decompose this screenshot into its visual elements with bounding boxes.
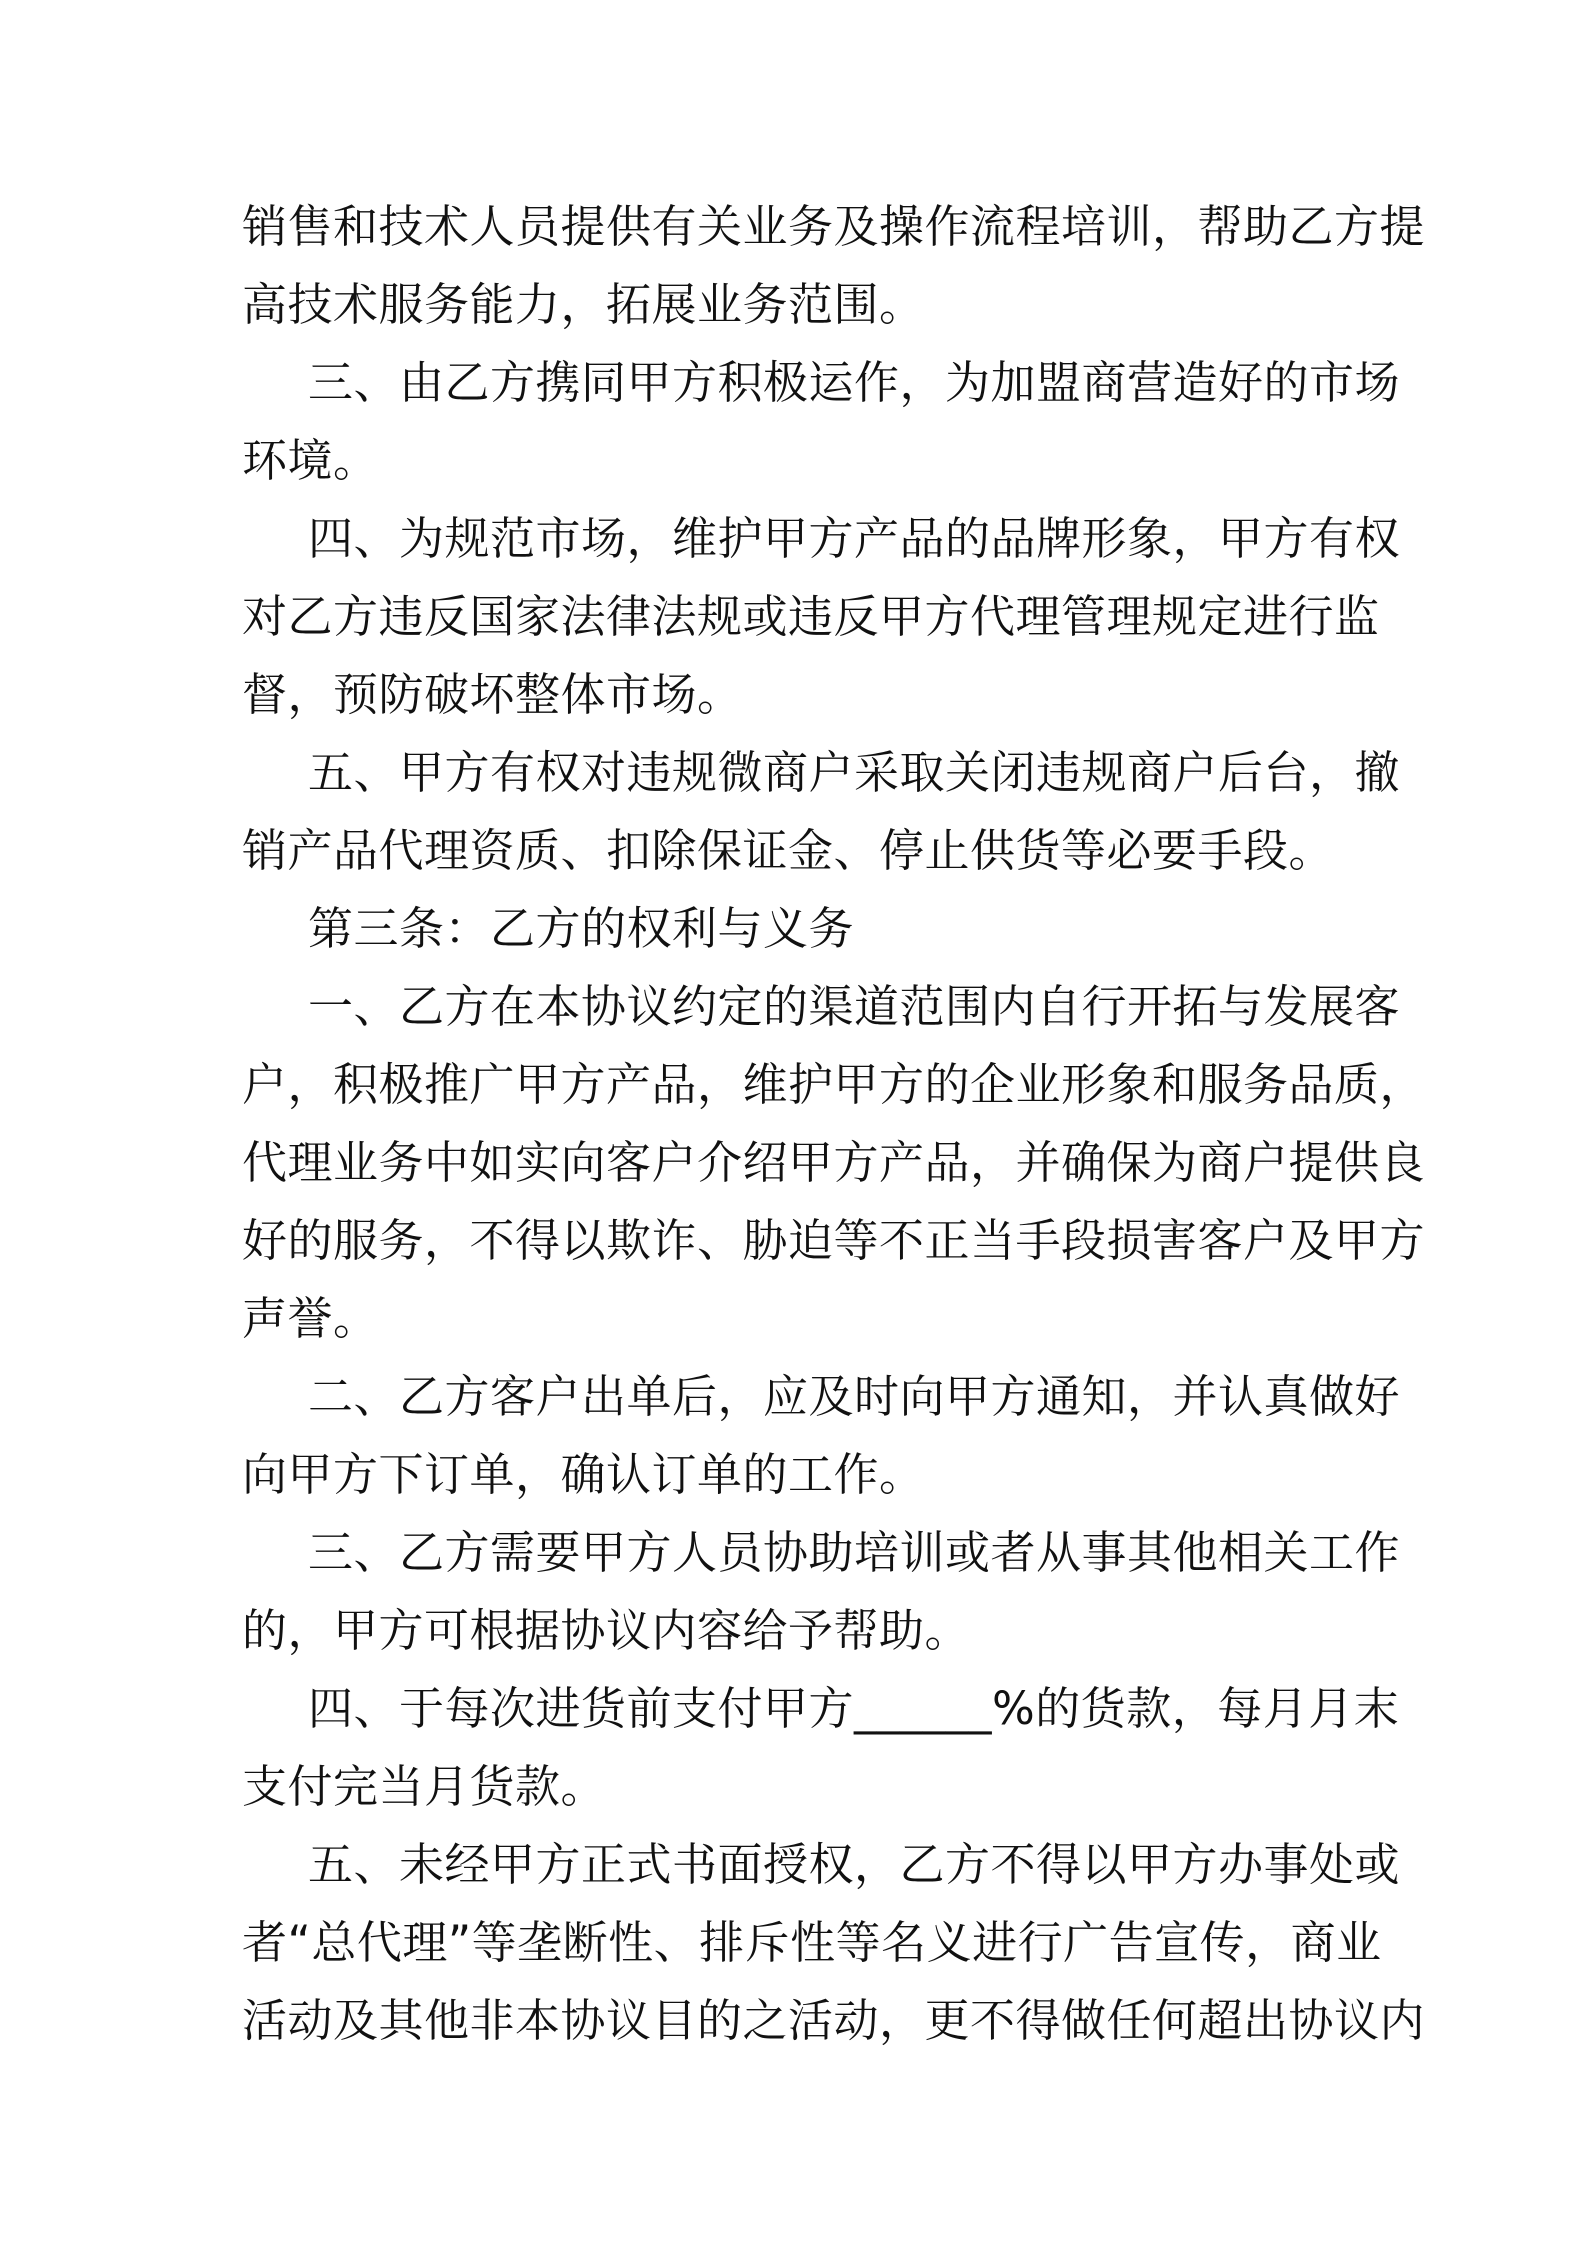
paragraph-party-b-item-5 [242, 1826, 1426, 2060]
paragraph-item-4-brand-supervision [242, 500, 1401, 734]
text-line: 向甲方下订单，确认订单的工作。 [242, 1448, 925, 1501]
text-line: 督，预防破坏整体市场。 [242, 668, 743, 721]
text-line: 销售和技术人员提供有关业务及操作流程培训，帮助乙方提 [242, 200, 1426, 253]
paragraph-continued-training [242, 188, 1426, 344]
text-line: 支付完当月货款。 [242, 1760, 607, 1813]
text-line: 二、乙方客户出单后，应及时向甲方通知，并认真做好 [308, 1370, 1401, 1423]
text-line: 三、乙方需要甲方人员协助培训或者从事其他相关工作 [308, 1526, 1401, 1579]
paragraph-item-5-violation-measures [242, 734, 1401, 890]
text-line: 五、未经甲方正式书面授权，乙方不得以甲方办事处或 [308, 1838, 1401, 1891]
paragraph-party-b-item-4 [242, 1670, 1400, 1826]
document-body [242, 188, 1426, 2060]
paragraph-party-b-item-1 [242, 968, 1426, 1358]
text-line: 四、为规范市场，维护甲方产品的品牌形象，甲方有权 [308, 512, 1401, 565]
text-line: 活动及其他非本协议目的之活动，更不得做任何超出协议内 [242, 1994, 1426, 2047]
text-line: 高技术服务能力，拓展业务范围。 [242, 278, 925, 331]
text-line: 销产品代理资质、扣除保证金、停止供货等必要手段。 [242, 824, 1335, 877]
paragraph-party-b-item-2 [242, 1358, 1401, 1514]
paragraph-party-b-item-3 [242, 1514, 1401, 1670]
text-line: 对乙方违反国家法律法规或违反甲方代理管理规定进行监 [242, 590, 1380, 643]
text-line: 代理业务中如实向客户介绍甲方产品，并确保为商户提供良 [242, 1136, 1426, 1189]
text-line: 三、由乙方携同甲方积极运作，为加盟商营造好的市场 [308, 356, 1401, 409]
paragraph-item-3-market-environment [242, 344, 1401, 500]
section-heading: 第三条：乙方的权利与义务 [308, 902, 855, 955]
text-line: 者“总代理”等垄断性、排斥性等名义进行广告宣传，商业 [242, 1916, 1382, 1969]
text-line: 好的服务，不得以欺诈、胁迫等不正当手段损害客户及甲方 [242, 1214, 1426, 1267]
text-line: 一、乙方在本协议约定的渠道范围内自行开拓与发展客 [308, 980, 1401, 1033]
text-line: 的，甲方可根据协议内容给予帮助。 [242, 1604, 971, 1657]
text-line: 声誉。 [242, 1292, 379, 1345]
text-line: 四、于每次进货前支付甲方______%的货款，每月月末 [308, 1682, 1400, 1735]
text-line: 户，积极推广甲方产品，维护甲方的企业形象和服务品质， [242, 1058, 1426, 1111]
section-heading-article-3 [242, 890, 1362, 968]
text-line: 五、甲方有权对违规微商户采取关闭违规商户后台，撤 [308, 746, 1401, 799]
text-line: 环境。 [242, 434, 379, 487]
